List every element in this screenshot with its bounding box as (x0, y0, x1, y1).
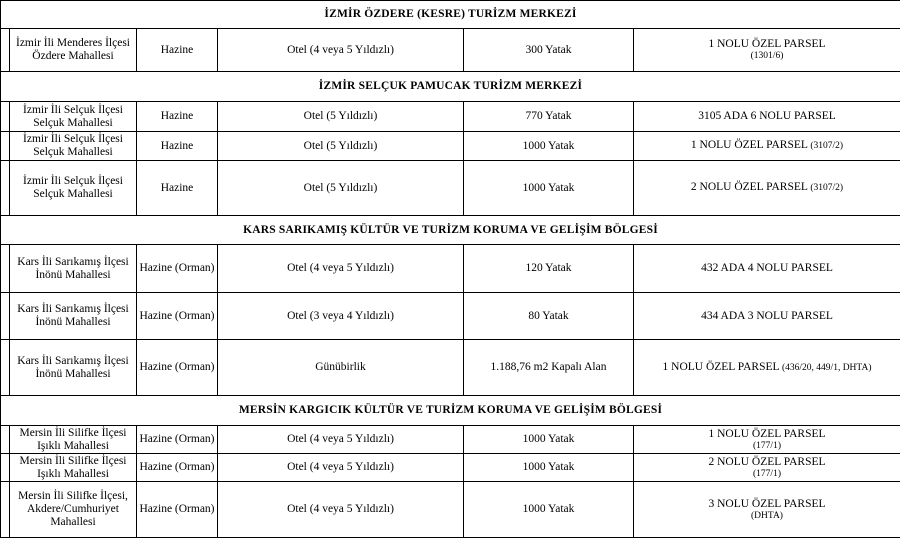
owner-cell: Hazine (Orman) (137, 454, 218, 482)
use-cell: Otel (4 veya 5 Yıldızlı) (218, 426, 464, 454)
parcel-cell (634, 426, 900, 454)
parcel-cell (634, 102, 900, 132)
parcel-label: 1 NOLU ÖZEL PARSEL (690, 139, 808, 151)
section-title: İZMİR SELÇUK PAMUCAK TURİZM MERKEZİ (1, 72, 900, 102)
section-header-row (1, 216, 900, 245)
location-cell: İzmir İli Menderes İlçesi Özdere Mahallesi (10, 29, 137, 72)
table-row (1, 454, 900, 482)
capacity-cell: 300 Yatak (464, 29, 634, 72)
table-row (1, 340, 900, 396)
parcel-cell (634, 293, 900, 340)
location-cell: Mersin İli Silifke İlçesi Işıklı Mahallesi (10, 426, 137, 454)
owner-cell: Hazine (Orman) (137, 340, 218, 396)
parcel-cell (634, 29, 900, 72)
location-cell: Kars İli Sarıkamış İlçesi İnönü Mahallesi (10, 245, 137, 293)
parcel-cell (634, 482, 900, 538)
location-cell: İzmir İli Selçuk İlçesi Selçuk Mahallesi (10, 102, 137, 132)
parcel-detail: (DHTA) (751, 510, 783, 521)
section-header-row (1, 1, 900, 29)
capacity-cell: 1000 Yatak (464, 426, 634, 454)
table-row (1, 132, 900, 161)
use-cell: Otel (4 veya 5 Yıldızlı) (218, 454, 464, 482)
capacity-cell: 1000 Yatak (464, 482, 634, 538)
section-header-row (1, 396, 900, 426)
table-row (1, 245, 900, 293)
capacity-cell: 770 Yatak (464, 102, 634, 132)
table-row (1, 102, 900, 132)
parcel-label: 434 ADA 3 NOLU PARSEL (701, 309, 833, 322)
use-cell: Otel (4 veya 5 Yıldızlı) (218, 482, 464, 538)
parcel-detail: (3107/2) (810, 141, 844, 151)
parcel-label: 432 ADA 4 NOLU PARSEL (701, 262, 833, 274)
parcel-detail: (177/1) (753, 440, 781, 451)
owner-cell: Hazine (137, 132, 218, 161)
use-cell: Otel (5 Yıldızlı) (218, 161, 464, 216)
parcel-label: 2 NOLU ÖZEL PARSEL (708, 455, 826, 468)
capacity-cell: 1000 Yatak (464, 132, 634, 161)
section-header-row (1, 72, 900, 102)
location-cell: Mersin İli Silifke İlçesi, Akdere/Cumhuriyet Mahallesi (10, 482, 137, 538)
table-row (1, 293, 900, 340)
location-cell: İzmir İli Selçuk İlçesi Selçuk Mahallesi (10, 161, 137, 216)
parcel-label: 3 NOLU ÖZEL PARSEL (708, 497, 826, 510)
capacity-cell: 80 Yatak (464, 293, 634, 340)
use-cell: Günübirlik (218, 340, 464, 396)
parcel-label: 1 NOLU ÖZEL PARSEL (708, 38, 826, 50)
parcel-cell (634, 132, 900, 161)
owner-cell: Hazine (137, 102, 218, 132)
table-row (1, 482, 900, 538)
owner-cell: Hazine (Orman) (137, 293, 218, 340)
parcel-detail: (436/20, 449/1, DHTA) (782, 362, 872, 373)
section-title: MERSİN KARGICIK KÜLTÜR VE TURİZM KORUMA VE GELİŞİM BÖLGESİ (1, 396, 900, 426)
location-cell: Kars İli Sarıkamış İlçesi İnönü Mahallesi (10, 293, 137, 340)
owner-cell: Hazine (137, 29, 218, 72)
use-cell: Otel (5 Yıldızlı) (218, 102, 464, 132)
capacity-cell: 1000 Yatak (464, 161, 634, 216)
table-row (1, 29, 900, 72)
parcel-detail: (177/1) (753, 468, 781, 479)
use-cell: Otel (4 veya 5 Yıldızlı) (218, 29, 464, 72)
parcel-label: 2 NOLU ÖZEL PARSEL (690, 181, 808, 193)
parcel-cell (634, 161, 900, 216)
capacity-cell: 120 Yatak (464, 245, 634, 293)
parcel-cell (634, 340, 900, 396)
location-cell: İzmir İli Selçuk İlçesi Selçuk Mahallesi (10, 132, 137, 161)
parcel-detail: (3107/2) (810, 183, 844, 193)
capacity-cell: 1000 Yatak (464, 454, 634, 482)
parcel-label: 1 NOLU ÖZEL PARSEL (662, 360, 780, 373)
parcel-detail: (1301/6) (750, 51, 784, 61)
owner-cell: Hazine (Orman) (137, 426, 218, 454)
owner-cell: Hazine (Orman) (137, 482, 218, 538)
capacity-cell: 1.188,76 m2 Kapalı Alan (464, 340, 634, 396)
location-cell: Mersin İli Silifke İlçesi Işıklı Mahallesi (10, 454, 137, 482)
location-cell: Kars İli Sarıkamış İlçesi İnönü Mahallesi (10, 340, 137, 396)
table-row (1, 161, 900, 216)
section-title: İZMİR ÖZDERE (KESRE) TURİZM MERKEZİ (1, 1, 900, 29)
table-row (1, 426, 900, 454)
parcel-cell (634, 245, 900, 293)
use-cell: Otel (4 veya 5 Yıldızlı) (218, 245, 464, 293)
use-cell: Otel (3 veya 4 Yıldızlı) (218, 293, 464, 340)
use-cell: Otel (5 Yıldızlı) (218, 132, 464, 161)
owner-cell: Hazine (Orman) (137, 245, 218, 293)
section-title: KARS SARIKAMIŞ KÜLTÜR VE TURİZM KORUMA VE GELİŞİM BÖLGESİ (1, 216, 900, 245)
owner-cell: Hazine (137, 161, 218, 216)
parcel-cell (634, 454, 900, 482)
parcel-label: 3105 ADA 6 NOLU PARSEL (698, 110, 836, 122)
parcel-label: 1 NOLU ÖZEL PARSEL (708, 427, 826, 440)
